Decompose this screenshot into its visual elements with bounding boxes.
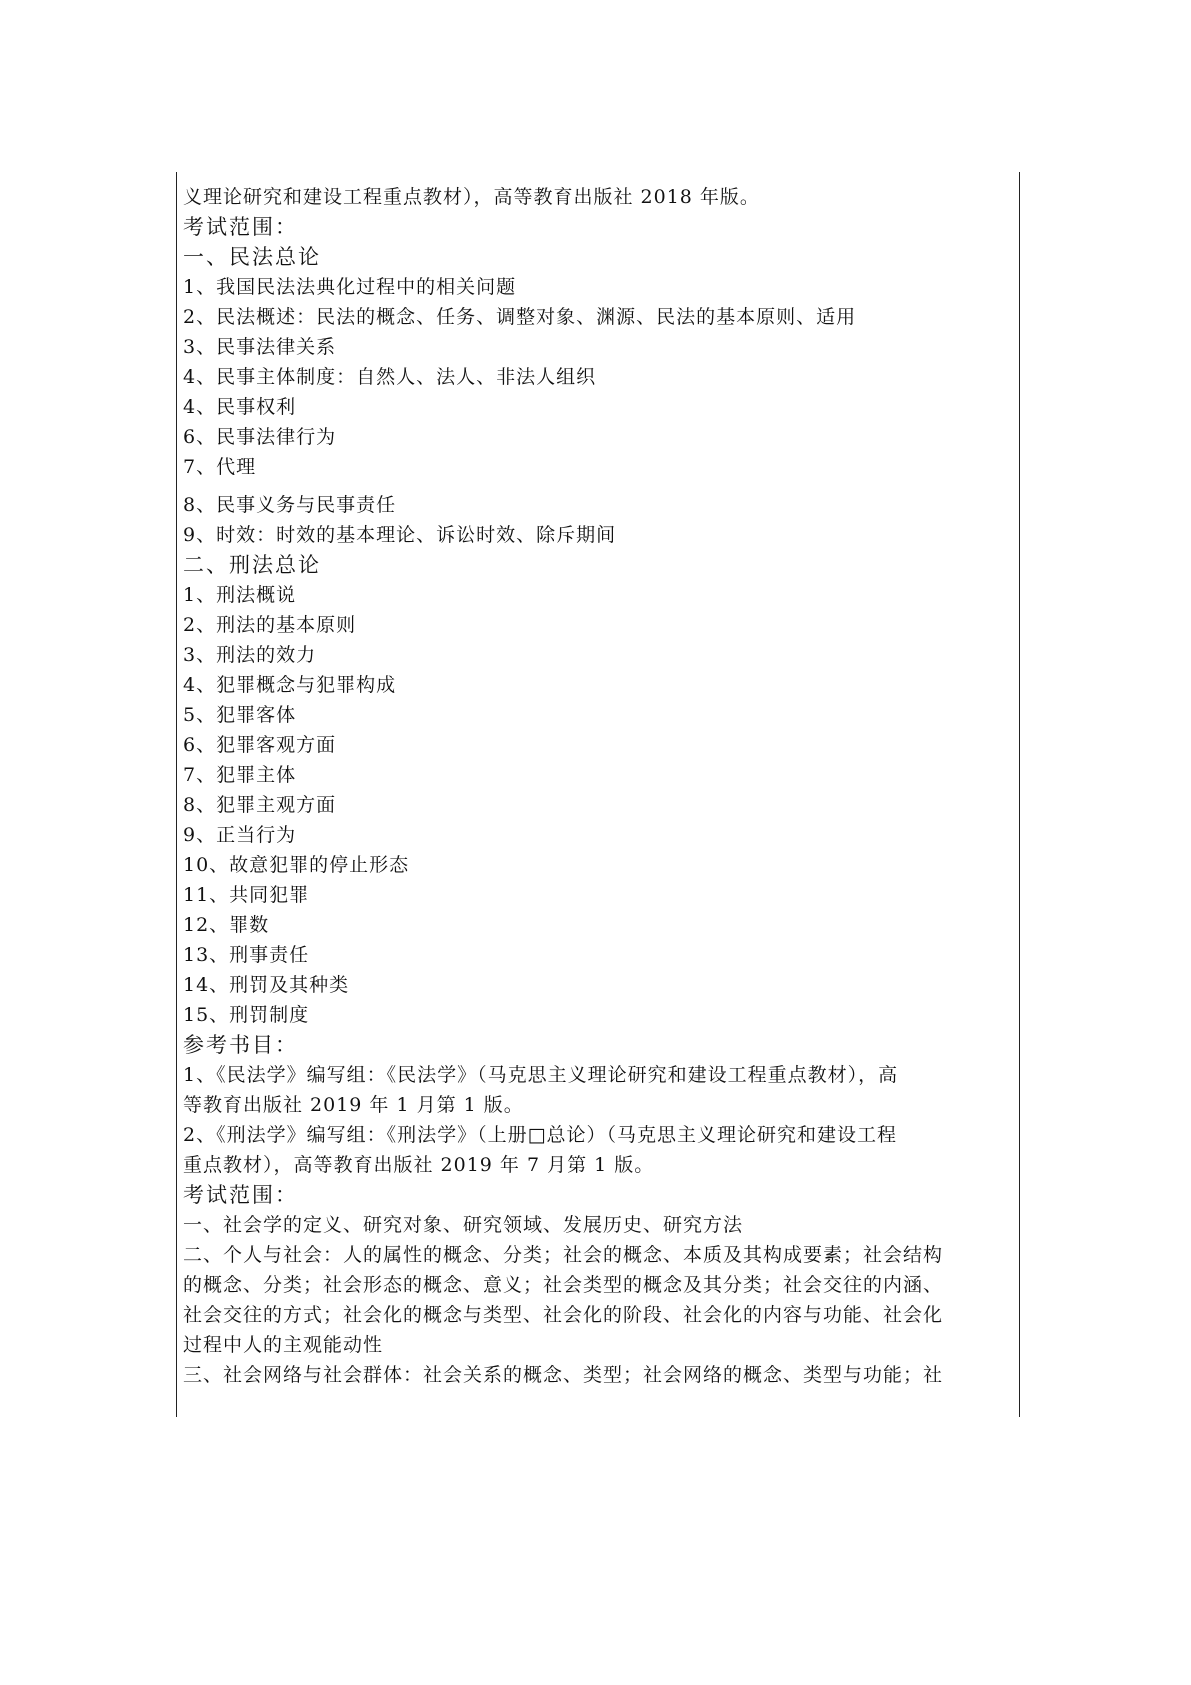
text-line: 2、民法概述：民法的概念、任务、调整对象、渊源、民法的基本原则、适用 [183, 306, 857, 328]
text-line: 1、刑法概说 [183, 584, 297, 606]
text-line: 10、故意犯罪的停止形态 [183, 854, 410, 876]
text-line: 4、民事主体制度：自然人、法人、非法人组织 [183, 366, 597, 388]
text-line: 3、刑法的效力 [183, 644, 317, 666]
text-line: 义理论研究和建设工程重点教材），高等教育出版社 2018 年版。 [183, 186, 760, 208]
text-line: 8、民事义务与民事责任 [183, 494, 397, 516]
text-line: 的概念、分类；社会形态的概念、意义；社会类型的概念及其分类；社会交往的内涵、 [183, 1274, 944, 1296]
text-line: 3、民事法律关系 [183, 336, 337, 358]
text-line: 2、刑法的基本原则 [183, 614, 357, 636]
text-line: 4、犯罪概念与犯罪构成 [183, 674, 397, 696]
text-line: 9、正当行为 [183, 824, 297, 846]
text-line: 5、犯罪客体 [183, 704, 297, 726]
text-line: 13、刑事责任 [183, 944, 310, 966]
text-line: 6、民事法律行为 [183, 426, 337, 448]
section-heading: 二、刑法总论 [183, 553, 321, 577]
section-heading: 考试范围： [183, 215, 298, 239]
text-line: 6、犯罪客观方面 [183, 734, 337, 756]
text-line: 14、刑罚及其种类 [183, 974, 350, 996]
text-line: 一、社会学的定义、研究对象、研究领域、发展历史、研究方法 [183, 1214, 744, 1236]
section-heading: 一、民法总论 [183, 245, 321, 269]
text-line: 过程中人的主观能动性 [183, 1334, 384, 1356]
text-line: 15、刑罚制度 [183, 1004, 310, 1026]
text-line: 8、犯罪主观方面 [183, 794, 337, 816]
text-line: 7、代理 [183, 456, 257, 478]
text-line: 二、个人与社会：人的属性的概念、分类；社会的概念、本质及其构成要素；社会结构 [183, 1244, 944, 1266]
text-line: 12、罪数 [183, 914, 270, 936]
text-line: 7、犯罪主体 [183, 764, 297, 786]
text-line: 2、《刑法学》编写组：《刑法学》（上册□总论）（马克思主义理论研究和建设工程 [183, 1124, 898, 1146]
text-line: 等教育出版社 2019 年 1 月第 1 版。 [183, 1094, 524, 1116]
text-line: 社会交往的方式；社会化的概念与类型、社会化的阶段、社会化的内容与功能、社会化 [183, 1304, 944, 1326]
text-line: 1、《民法学》编写组：《民法学》（马克思主义理论研究和建设工程重点教材），高 [183, 1064, 899, 1086]
text-line: 1、我国民法法典化过程中的相关问题 [183, 276, 517, 298]
line-gap [183, 482, 1013, 490]
document-body [183, 182, 1013, 1390]
text-line: 4、民事权利 [183, 396, 297, 418]
section-heading: 参考书目： [183, 1033, 298, 1057]
text-line: 9、时效：时效的基本理论、诉讼时效、除斥期间 [183, 524, 617, 546]
text-line: 11、共同犯罪 [183, 884, 310, 906]
text-line: 重点教材），高等教育出版社 2019 年 7 月第 1 版。 [183, 1154, 655, 1176]
section-heading: 考试范围： [183, 1183, 298, 1207]
text-line: 三、社会网络与社会群体：社会关系的概念、类型；社会网络的概念、类型与功能；社 [183, 1364, 944, 1386]
